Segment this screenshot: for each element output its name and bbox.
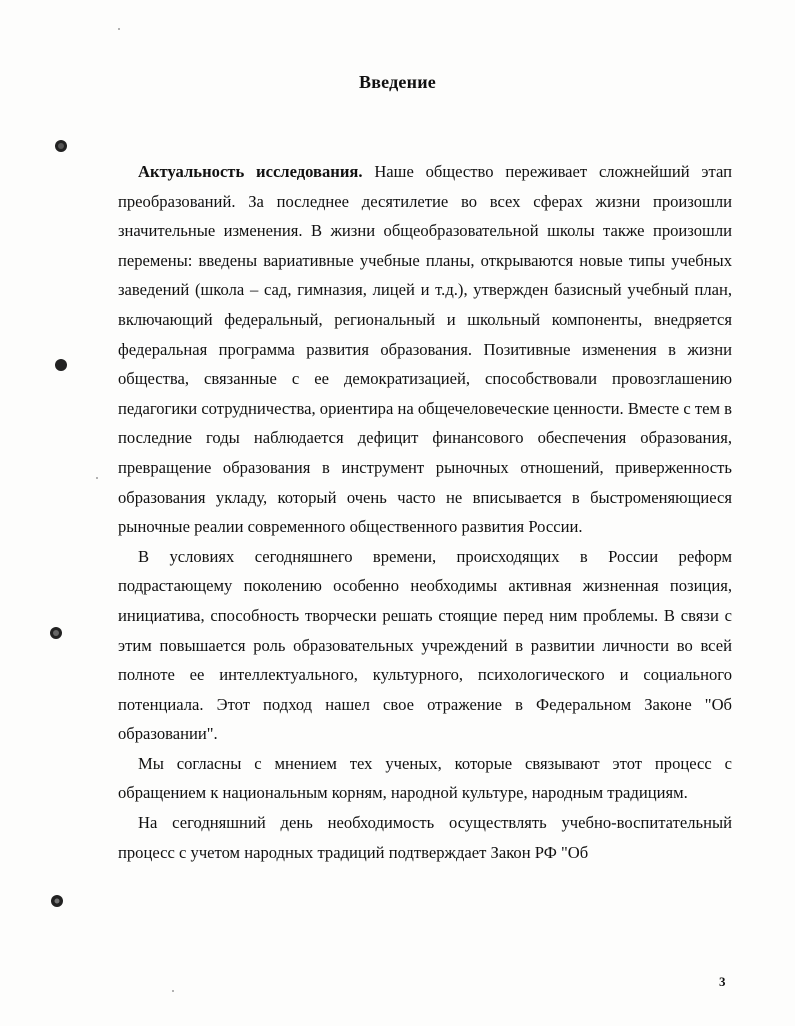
punch-hole-mark-icon [53,357,69,373]
paragraph-lead: Актуальность исследования. [138,162,363,181]
page-number: 3 [719,974,726,989]
page-title: Введение [359,72,436,92]
punch-hole-mark-icon [53,138,69,154]
scan-speck [96,477,98,479]
scan-speck [172,990,174,992]
document-body [118,157,732,867]
paragraph-opinion: Мы согласны с мнением тех ученых, которые связывают этот процесс с обращением к национальным корням, народной культуре, народным традициям. [118,753,732,803]
punch-hole-mark-icon [49,893,65,909]
punch-hole-mark-icon [48,625,64,641]
paragraph-text: Наше общество переживает сложнейший этап преобразований. За последнее десятилетие во всех сферах жизни произошли значительные изменения. В жизни общеобразовательной школы также произошли перемены: введены вариативные учебные планы, открываются новые типы учебных заведений (школа – сад, гимназия, лицей и т.д.), утвержден базисный учебный план, включающий федеральный, региональный и школьный компоненты, внедряется федеральная программа развития образования. Позитивные изменения в жизни общества, связанные с ее демократизацией, способствовали провозглашению педагогики сотрудничества, ориентира на общечеловеческие ценности. Вместе с тем в последние годы наблюдается дефицит финансового обеспечения образования, превращение образования в инструмент рыночных отношений, приверженность образования укладу, который очень часто не вписывается в быстроменяющиеся рыночные реалии современного общественного развития России. [118,162,732,537]
scan-speck [118,28,120,30]
paragraph-reforms: В условиях сегодняшнего времени, происходящих в России реформ подрастающему поколению особенно необходимы активная жизненная позиция, инициатива, способность творчески решать стоящие перед ним проблемы. В связи с этим повышается роль образовательных учреждений в развитии личности во всей полноте ее интеллектуального, культурного, психологического и социального потенциала. Этот подход нашел свое отражение в Федеральном Законе "Об образовании". [118,546,732,744]
paragraph-relevance [118,157,732,542]
paragraph-law: На сегодняшний день необходимость осуществлять учебно-воспитательный процесс с учетом народных традиций подтверждает Закон РФ "Об [118,813,732,862]
